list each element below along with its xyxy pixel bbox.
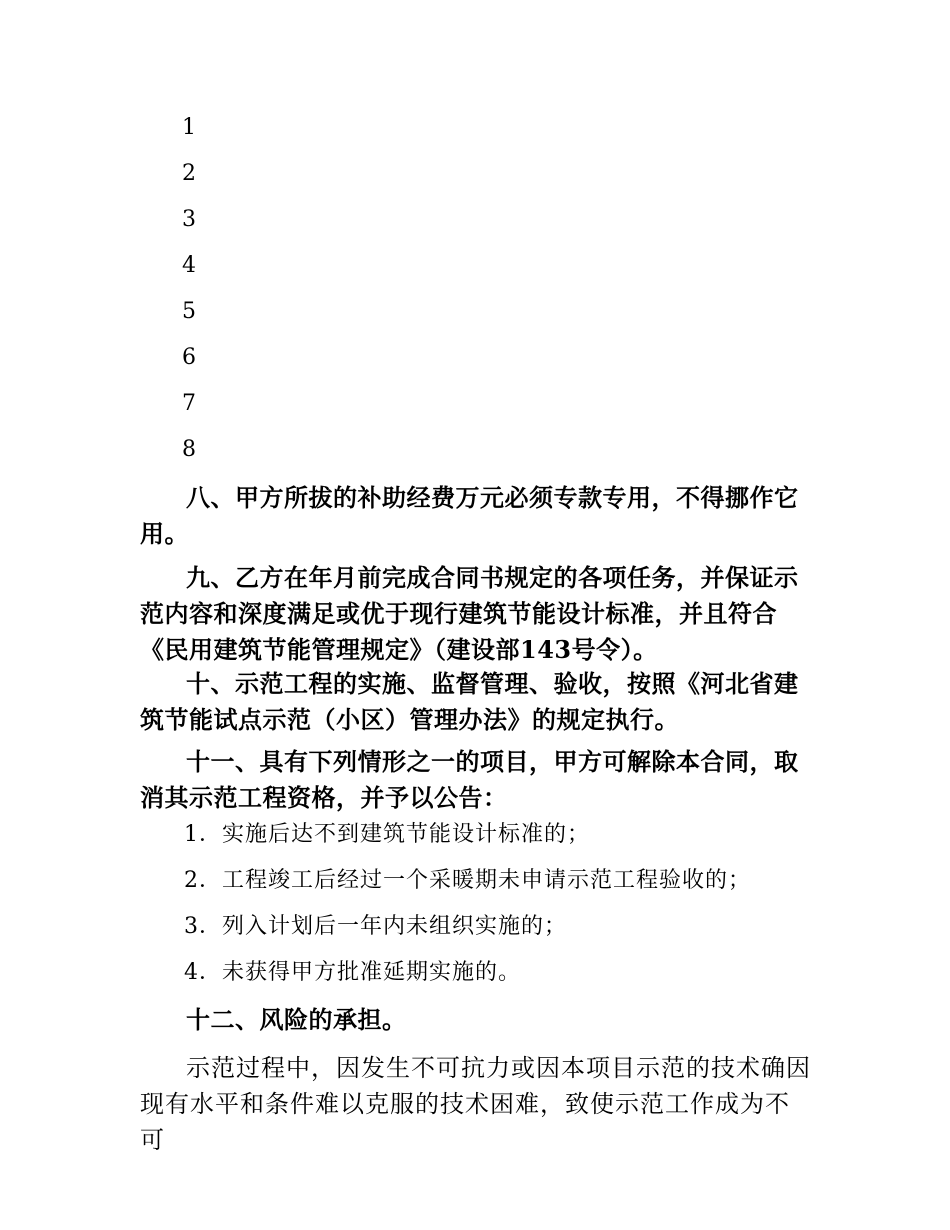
line-number-3: 3 — [182, 207, 196, 232]
line-number-8: 8 — [182, 437, 196, 462]
clause-11-item-4: 4．未获得甲方批准延期实施的。 — [184, 960, 521, 985]
line-number-6: 6 — [182, 345, 196, 370]
clause-12-heading: 十二、风险的承担。 — [186, 1005, 407, 1034]
clause-11-item-3: 3．列入计划后一年内未组织实施的； — [184, 914, 567, 939]
clause-11-item-2: 2．工程竣工后经过一个采暖期未申请示范工程验收的； — [184, 868, 751, 893]
clause-11: 十一、具有下列情形之一的项目，甲方可解除本合同，取消其示范工程资格，并予以公告： — [140, 747, 799, 812]
clause-8: 八、甲方所拔的补助经费万元必须专款专用，不得挪作它用。 — [140, 483, 799, 548]
line-number-5: 5 — [182, 299, 196, 324]
clause-12-text: 示范过程中，因发生不可抗力或因本项目示范的技术确因现有水平和条件难以克服的技术困难，致使示范工作成为不可 — [140, 1054, 811, 1154]
line-number-2: 2 — [182, 161, 196, 186]
clause-11-item-1: 1．实施后达不到建筑节能设计标准的； — [184, 822, 590, 847]
clause-10: 十、示范工程的实施、监督管理、验收，按照《河北省建筑节能试点示范（小区）管理办法》的规定执行。 — [140, 669, 799, 734]
line-number-1: 1 — [182, 115, 196, 140]
line-number-4: 4 — [182, 253, 196, 278]
clause-9: 九、乙方在年月前完成合同书规定的各项任务，并保证示范内容和深度满足或优于现行建筑节能设计标准，并且符合《民用建筑节能管理规定》（建设部143号令）。 — [140, 563, 799, 664]
line-number-7: 7 — [182, 391, 196, 416]
